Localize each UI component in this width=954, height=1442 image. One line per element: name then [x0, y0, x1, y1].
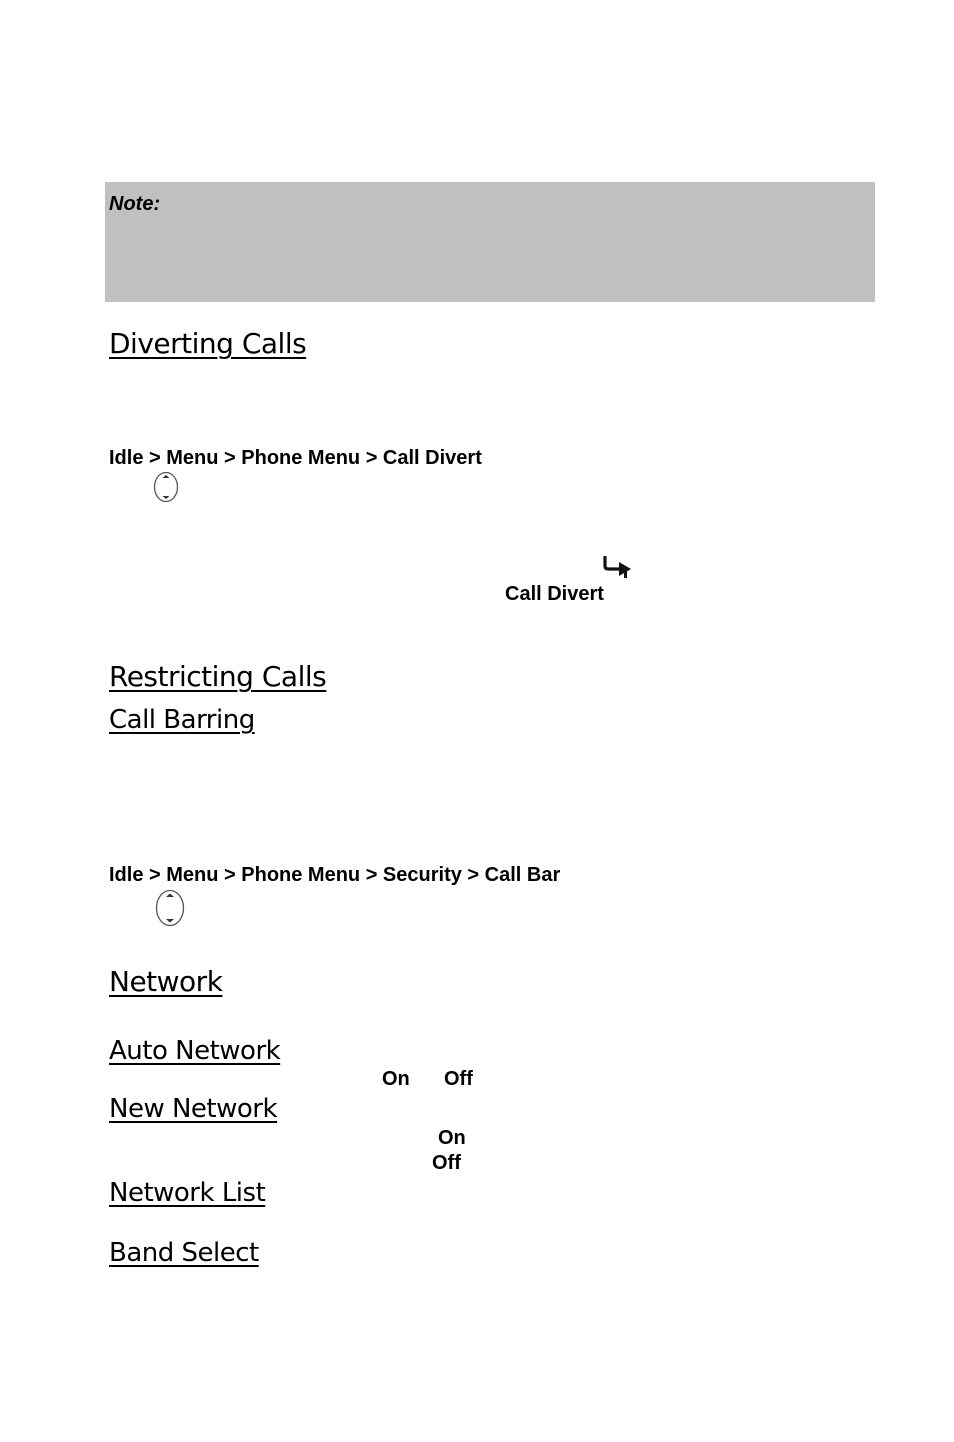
call-bar-menu-path: Idle > Menu > Phone Menu > Security > Call Bar — [109, 864, 561, 886]
nav-key-icon — [154, 889, 186, 927]
call-divert-icon — [602, 556, 636, 582]
nav-key-icon — [152, 471, 180, 503]
auto-network-off: Off — [444, 1068, 473, 1090]
band-select-heading: Band Select — [109, 1238, 259, 1268]
restricting-calls-heading: Restricting Calls — [109, 660, 327, 693]
diverting-calls-heading: Diverting Calls — [109, 327, 307, 360]
network-heading: Network — [109, 965, 223, 998]
new-network-off: Off — [432, 1152, 461, 1174]
call-divert-menu-path: Idle > Menu > Phone Menu > Call Divert — [109, 447, 482, 469]
auto-network-on: On — [382, 1068, 410, 1090]
new-network-heading: New Network — [109, 1094, 278, 1124]
call-barring-heading: Call Barring — [109, 705, 255, 735]
network-list-heading: Network List — [109, 1178, 266, 1208]
call-divert-icon-label: Call Divert — [505, 583, 604, 605]
new-network-on: On — [438, 1127, 466, 1149]
note-box — [105, 182, 875, 302]
note-label: Note: — [109, 193, 161, 215]
auto-network-heading: Auto Network — [109, 1036, 281, 1066]
